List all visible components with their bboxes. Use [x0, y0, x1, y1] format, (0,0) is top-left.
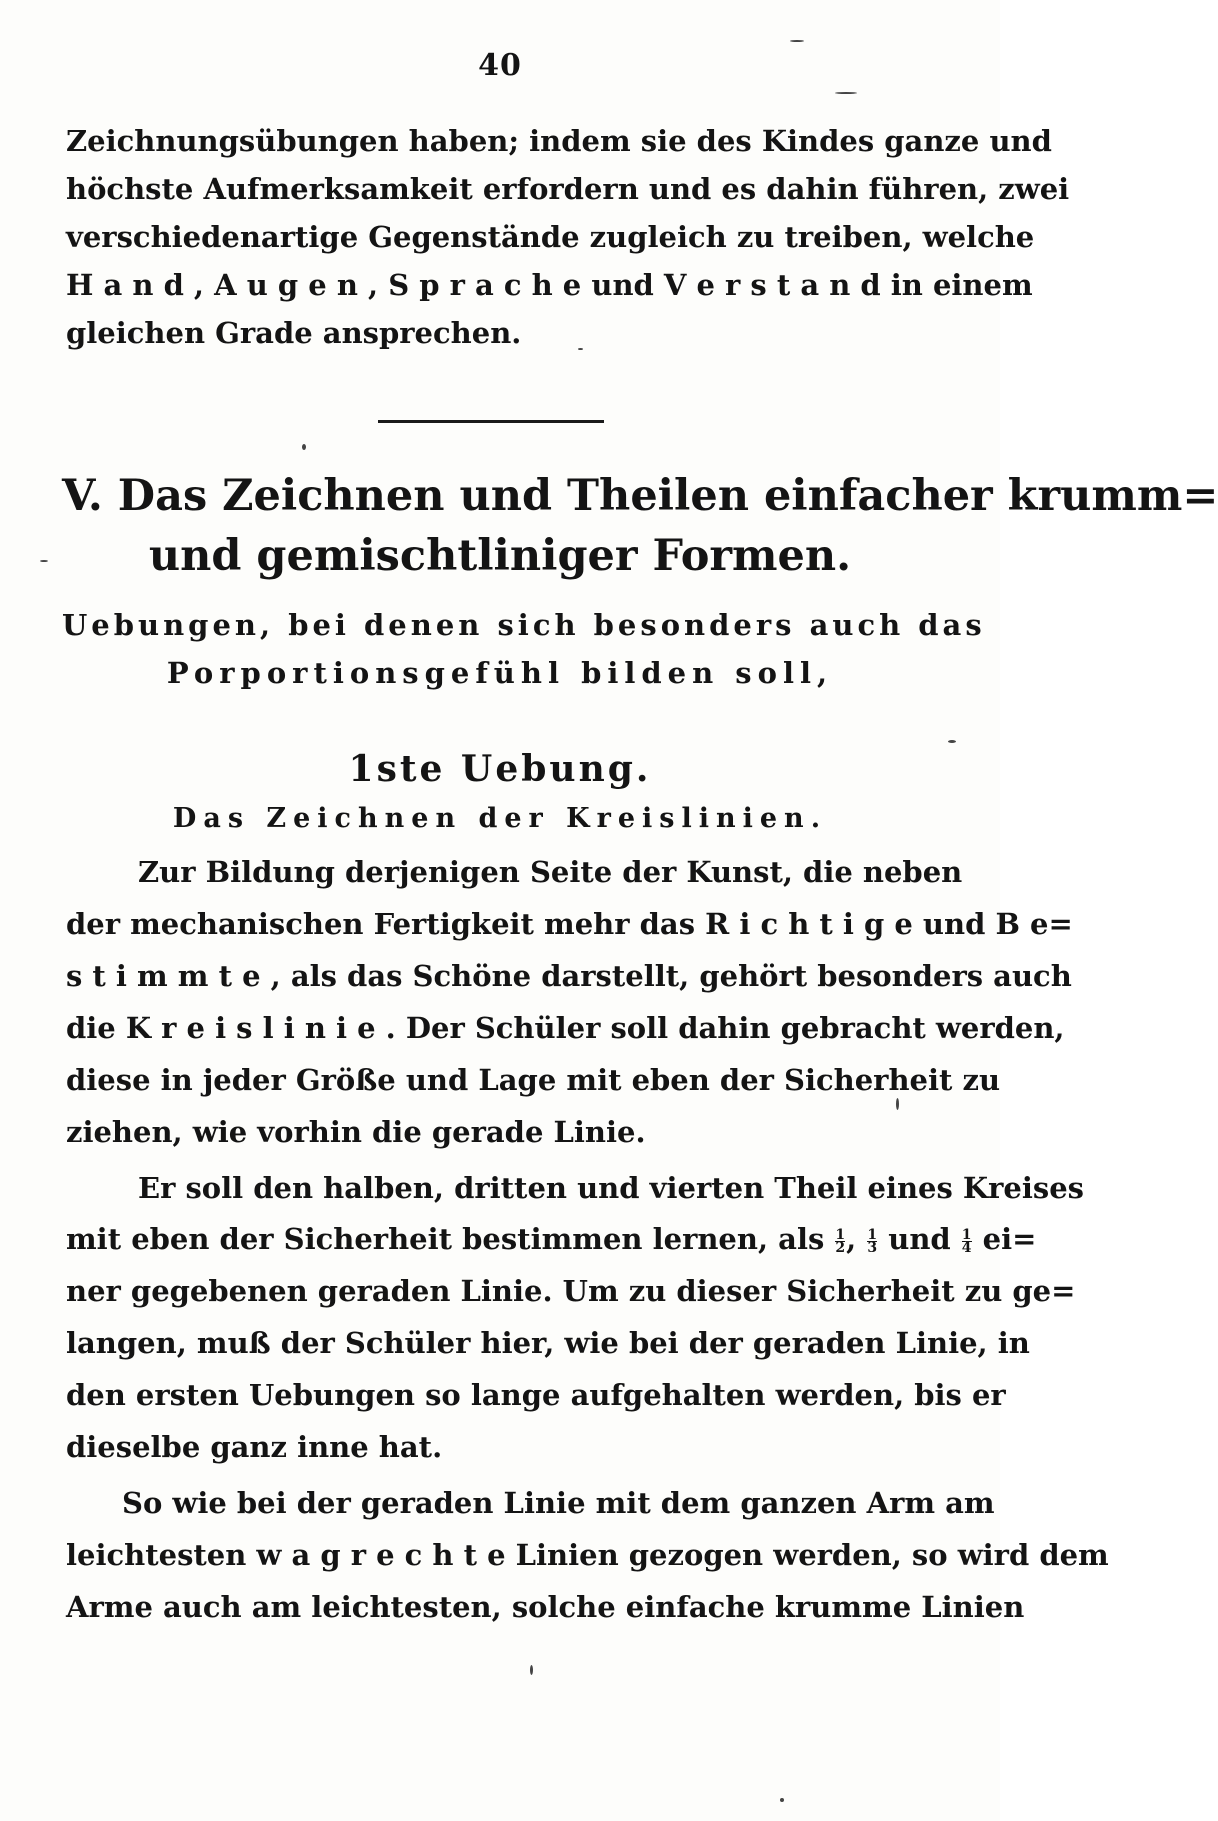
exercise-title: 1ste Uebung. — [348, 748, 652, 790]
text-segment: und — [888, 1222, 951, 1256]
text-line: die K r e i s l i n i e . Der Schüler soll dahin gebracht werden, — [66, 1011, 1065, 1045]
text-line: Arme auch am leichtesten, solche einfache krumme Linien — [66, 1590, 1025, 1624]
paper-speck — [302, 444, 306, 450]
text-line: Zur Bildung derjenigen Seite der Kunst, die neben — [138, 855, 963, 889]
text-line: So wie bei der geraden Linie mit dem ganzen Arm am — [122, 1486, 995, 1520]
text-line: langen, muß der Schüler hier, wie bei der geraden Linie, in — [66, 1326, 1030, 1360]
text-segment: mit eben der Sicherheit bestimmen lernen, als — [66, 1222, 825, 1256]
fraction-quarter — [961, 1226, 972, 1256]
fraction-separator: , — [846, 1222, 857, 1256]
paper-speck — [530, 1665, 533, 1675]
section-heading-line-2: und gemischtliniger Formen. — [148, 531, 852, 581]
paper-speck — [40, 560, 48, 562]
text-line: ziehen, wie vorhin die gerade Linie. — [66, 1115, 646, 1149]
paper-speck — [790, 40, 804, 42]
fraction-third — [867, 1226, 878, 1256]
paper-speck — [578, 348, 583, 350]
text-line: leichtesten w a g r e c h t e Linien gezogen werden, so wird dem — [66, 1538, 1109, 1572]
section-divider — [378, 420, 604, 423]
text-line: Zeichnungsübungen haben; indem sie des Kindes ganze und — [66, 124, 1052, 158]
text-line: s t i m m t e , als das Schöne darstellt, gehört besonders auch — [66, 959, 1072, 993]
section-heading-line-1: V. Das Zeichnen und Theilen einfacher krumm= — [62, 471, 1218, 521]
fraction-numerator: 1 — [867, 1226, 878, 1243]
fraction-denominator: 2 — [835, 1239, 846, 1256]
text-line: verschiedenartige Gegenstände zugleich zu treiben, welche — [66, 220, 1035, 254]
fraction-denominator: 4 — [961, 1239, 972, 1256]
text-line: der mechanischen Fertigkeit mehr das R i c h t i g e und B e= — [66, 907, 1073, 941]
fraction-half — [835, 1226, 846, 1256]
fraction-numerator: 1 — [961, 1226, 972, 1243]
page-number: 40 — [478, 48, 522, 83]
paper-speck — [948, 740, 956, 743]
text-line: ner gegebenen geraden Linie. Um zu dieser Sicherheit zu ge= — [66, 1274, 1076, 1308]
paper-speck — [780, 1798, 784, 1802]
text-line: dieselbe ganz inne hat. — [66, 1430, 443, 1464]
section-subtitle-line-2: Porportionsgefühl bilden soll, — [166, 656, 834, 690]
paper-speck — [896, 1098, 899, 1110]
text-line-with-fractions — [66, 1222, 1037, 1256]
paper-speck — [835, 92, 857, 94]
fraction-denominator: 3 — [867, 1239, 878, 1256]
text-line: Er soll den halben, dritten und vierten Theil eines Kreises — [138, 1171, 1084, 1205]
text-line: höchste Aufmerksamkeit erfordern und es dahin führen, zwei — [66, 172, 1070, 206]
exercise-subtitle: Das Zeichnen der Kreislinien. — [172, 803, 828, 834]
section-subtitle-line-1: Uebungen, bei denen sich besonders auch das — [62, 608, 986, 642]
text-line: den ersten Uebungen so lange aufgehalten werden, bis er — [66, 1378, 1006, 1412]
text-line: diese in jeder Größe und Lage mit eben der Sicherheit zu — [66, 1063, 1001, 1097]
text-line: H a n d , A u g e n , S p r a c h e und V e r s t a n d in einem — [66, 268, 1033, 302]
text-segment: ei= — [982, 1222, 1037, 1256]
text-line: gleichen Grade ansprechen. — [66, 316, 522, 350]
fraction-numerator: 1 — [835, 1226, 846, 1243]
